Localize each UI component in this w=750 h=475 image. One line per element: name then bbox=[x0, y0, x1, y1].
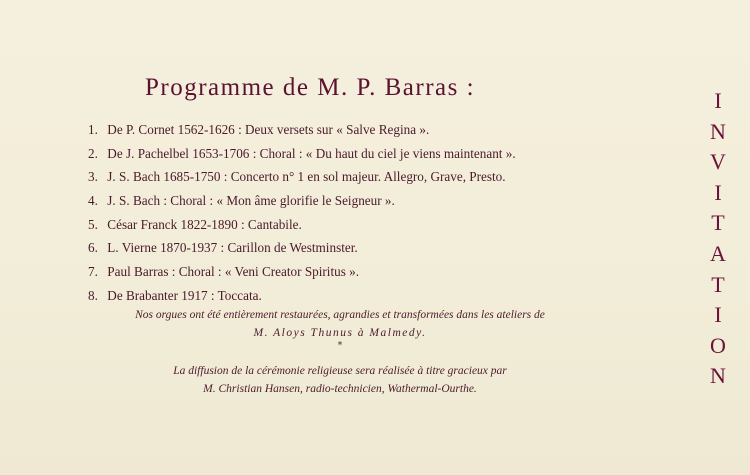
programme-item-number: 6. bbox=[88, 240, 98, 256]
invitation-letter: N bbox=[710, 118, 726, 144]
separator-asterisk: * bbox=[337, 341, 343, 351]
organ-note-line-2: M. Aloys Thunus à Malmedy. bbox=[253, 327, 427, 339]
organ-restoration-note bbox=[90, 306, 590, 342]
broadcast-note-line-1: La diffusion de la cérémonie religieuse sera réalisée à titre gracieux par bbox=[173, 365, 507, 377]
invitation-letter: T bbox=[711, 271, 725, 297]
programme-item-text: De P. Cornet 1562-1626 : Deux versets sur « Salve Regina ». bbox=[107, 122, 430, 137]
programme-item-text: J. S. Bach : Choral : « Mon âme glorifie le Seigneur ». bbox=[107, 193, 395, 209]
programme-item-number: 2. bbox=[88, 145, 98, 161]
programme-item bbox=[88, 165, 516, 189]
invitation-letter: T bbox=[711, 210, 725, 236]
programme-title: Programme de M. P. Barras : bbox=[145, 74, 476, 101]
programme-item-number: 4. bbox=[88, 193, 98, 209]
programme-item-text: César Franck 1822-1890 : Cantabile. bbox=[107, 216, 302, 232]
programme-list bbox=[88, 118, 516, 308]
invitation-letter: I bbox=[714, 179, 722, 205]
programme-item-number: 1. bbox=[88, 122, 98, 137]
programme-item-text: De J. Pachelbel 1653-1706 : Choral : « Du haut du ciel je viens maintenant ». bbox=[107, 145, 516, 161]
invitation-vertical-word bbox=[703, 86, 733, 392]
invitation-letter: O bbox=[710, 332, 726, 358]
programme-item-number: 3. bbox=[88, 169, 98, 185]
programme-item bbox=[88, 118, 516, 142]
organ-note-line-1: Nos orgues ont été entièrement restaurées, agrandies et transformées dans les ateliers de bbox=[135, 309, 545, 321]
invitation-letter: N bbox=[710, 363, 726, 389]
invitation-letter: I bbox=[714, 302, 722, 328]
invitation-letter: A bbox=[710, 240, 726, 266]
broadcast-note-line-2: M. Christian Hansen, radio-technicien, Wathermal-Ourthe. bbox=[203, 383, 477, 395]
invitation-letter: V bbox=[710, 149, 726, 175]
broadcast-note bbox=[90, 362, 590, 398]
programme-item-text: L. Vierne 1870-1937 : Carillon de Westminster. bbox=[107, 240, 358, 256]
programme-item-number: 5. bbox=[88, 216, 98, 232]
programme-item bbox=[88, 213, 516, 237]
programme-item bbox=[88, 260, 516, 284]
programme-item bbox=[88, 284, 516, 308]
programme-item bbox=[88, 142, 516, 166]
invitation-letter: I bbox=[714, 88, 722, 113]
programme-item bbox=[88, 236, 516, 260]
programme-item bbox=[88, 189, 516, 213]
programme-item-number: 7. bbox=[88, 264, 98, 280]
programme-item-text: J. S. Bach 1685-1750 : Concerto n° 1 en sol majeur. Allegro, Grave, Presto. bbox=[107, 169, 506, 185]
programme-item-text: Paul Barras : Choral : « Veni Creator Spiritus ». bbox=[107, 264, 360, 280]
programme-item-text: De Brabanter 1917 : Toccata. bbox=[107, 287, 262, 303]
programme-item-number: 8. bbox=[88, 287, 98, 303]
